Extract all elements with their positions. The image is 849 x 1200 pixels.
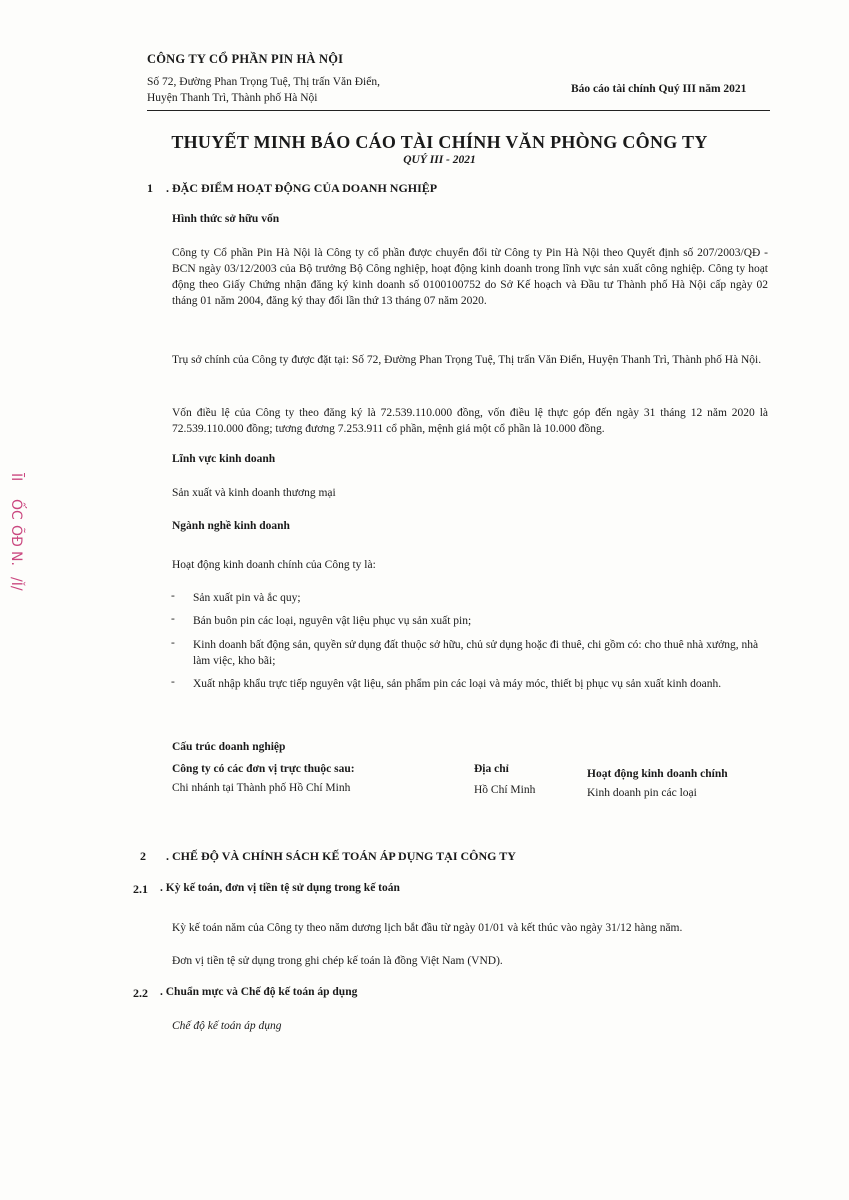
section2-1-title: . Kỳ kế toán, đơn vị tiền tệ sử dụng trong kế toán bbox=[160, 882, 400, 894]
industry-heading: Ngành nghề kinh doanh bbox=[172, 520, 290, 532]
bullet-dash: - bbox=[171, 590, 175, 602]
structure-heading: Cấu trúc doanh nghiệp bbox=[172, 741, 286, 753]
section1-title: . ĐẶC ĐIỂM HOẠT ĐỘNG CỦA DOANH NGHIỆP bbox=[166, 181, 438, 195]
structure-row-col3: Kinh doanh pin các loại bbox=[587, 787, 697, 799]
business-field-heading: Lĩnh vực kinh doanh bbox=[172, 453, 276, 465]
list-item: Bán buôn pin các loại, nguyên vật liệu phục vụ sản xuất pin; bbox=[193, 615, 472, 627]
bullet-dash: - bbox=[171, 613, 175, 625]
section1-number: 1 bbox=[147, 181, 153, 195]
structure-row-col1: Chi nhánh tại Thành phố Hồ Chí Minh bbox=[172, 782, 351, 794]
stamp-fragment bbox=[6, 470, 26, 600]
currency-text: Đơn vị tiền tệ sử dụng trong ghi chép kế toán là đồng Việt Nam (VND). bbox=[172, 955, 503, 967]
section2-1-number: 2.1 bbox=[133, 882, 148, 896]
section2-number: 2 bbox=[140, 849, 146, 863]
document-subtitle: QUÝ III - 2021 bbox=[403, 154, 476, 166]
structure-col1-header: Công ty có các đơn vị trực thuộc sau: bbox=[172, 763, 355, 775]
structure-col3-header: Hoạt động kinh doanh chính bbox=[587, 768, 728, 780]
stamp-char: /Ǐ/ bbox=[8, 577, 24, 591]
capital-paragraph: Vốn điều lệ của Công ty theo đăng ký là 72.539.110.000 đồng, vốn điều lệ thực góp đến ngày 31 tháng 12 năm 2020 là 72.539.110.000 đồng; tương đương 7.253.911 cổ phần, mệnh giá một cổ phần là 10.000 đồng. bbox=[172, 407, 768, 435]
company-address-line2: Huyện Thanh Trì, Thành phố Hà Nội bbox=[147, 92, 318, 104]
business-field-text: Sản xuất và kinh doanh thương mại bbox=[172, 487, 336, 499]
structure-col2-header: Địa chỉ bbox=[474, 763, 509, 775]
bullet-dash: - bbox=[171, 637, 175, 649]
ownership-paragraph: Công ty Cổ phần Pin Hà Nội là Công ty cổ phần được chuyển đổi từ Công ty Pin Hà Nội theo Quyết định số 207/2003/QĐ - BCN ngày 03/12/2003 của Bộ trưởng Bộ Công nghiệp, hoạt động kinh doanh trong lĩnh vực sản xuất công nghiệp. Công ty hoạt động theo Giấy Chứng nhận đăng ký kinh doanh số 0100100752 do Sở Kế hoạch và Đầu tư Thành phố Hà Nội cấp ngày 02 tháng 01 năm 2004, đăng ký thay đổi lần thứ 13 tháng 07 năm 2020. bbox=[172, 247, 768, 307]
industry-intro: Hoạt động kinh doanh chính của Công ty là: bbox=[172, 559, 376, 571]
list-item: Sản xuất pin và ắc quy; bbox=[193, 592, 301, 604]
structure-row-col2: Hồ Chí Minh bbox=[474, 784, 536, 796]
accounting-regime-subheading: Chế độ kế toán áp dụng bbox=[172, 1020, 282, 1032]
company-name: CÔNG TY CỔ PHẦN PIN HÀ NỘI bbox=[147, 52, 344, 66]
headquarters-paragraph: Trụ sở chính của Công ty được đặt tại: Số 72, Đường Phan Trọng Tuệ, Thị trấn Văn Điển, Huyện Thanh Trì, Thành phố Hà Nội. bbox=[172, 354, 762, 366]
document-title: THUYẾT MINH BÁO CÁO TÀI CHÍNH VĂN PHÒNG CÔNG TY bbox=[171, 132, 708, 152]
stamp-char: N. bbox=[8, 551, 24, 566]
stamp-char: ĪI bbox=[8, 473, 24, 482]
accounting-period-text: Kỳ kế toán năm của Công ty theo năm dương lịch bắt đầu từ ngày 01/01 và kết thúc vào ngày 31/12 hàng năm. bbox=[172, 922, 683, 934]
company-address-line1: Số 72, Đường Phan Trọng Tuệ, Thị trấn Văn Điển, bbox=[147, 76, 380, 88]
section2-title: . CHẾ ĐỘ VÀ CHÍNH SÁCH KẾ TOÁN ÁP DỤNG TẠI CÔNG TY bbox=[166, 849, 516, 863]
report-name: Báo cáo tài chính Quý III năm 2021 bbox=[571, 83, 747, 95]
bullet-dash: - bbox=[171, 676, 175, 688]
section2-2-number: 2.2 bbox=[133, 986, 148, 1000]
header-divider bbox=[147, 110, 770, 111]
stamp-char: ÕĐ bbox=[8, 525, 24, 547]
ownership-heading: Hình thức sở hữu vốn bbox=[172, 213, 280, 225]
stamp-char: ỐC bbox=[8, 499, 24, 520]
section2-2-title: . Chuẩn mực và Chế độ kế toán áp dụng bbox=[160, 986, 358, 998]
list-item: Xuất nhập khẩu trực tiếp nguyên vật liệu, sản phẩm pin các loại và máy móc, thiết bị phục vụ sản xuất kinh doanh. bbox=[193, 678, 722, 690]
list-item: Kinh doanh bất động sản, quyền sử dụng đất thuộc sở hữu, chủ sử dụng hoặc đi thuê, chi gồm có: cho thuê nhà xưởng, nhà làm việc, kho bãi; bbox=[193, 639, 759, 667]
